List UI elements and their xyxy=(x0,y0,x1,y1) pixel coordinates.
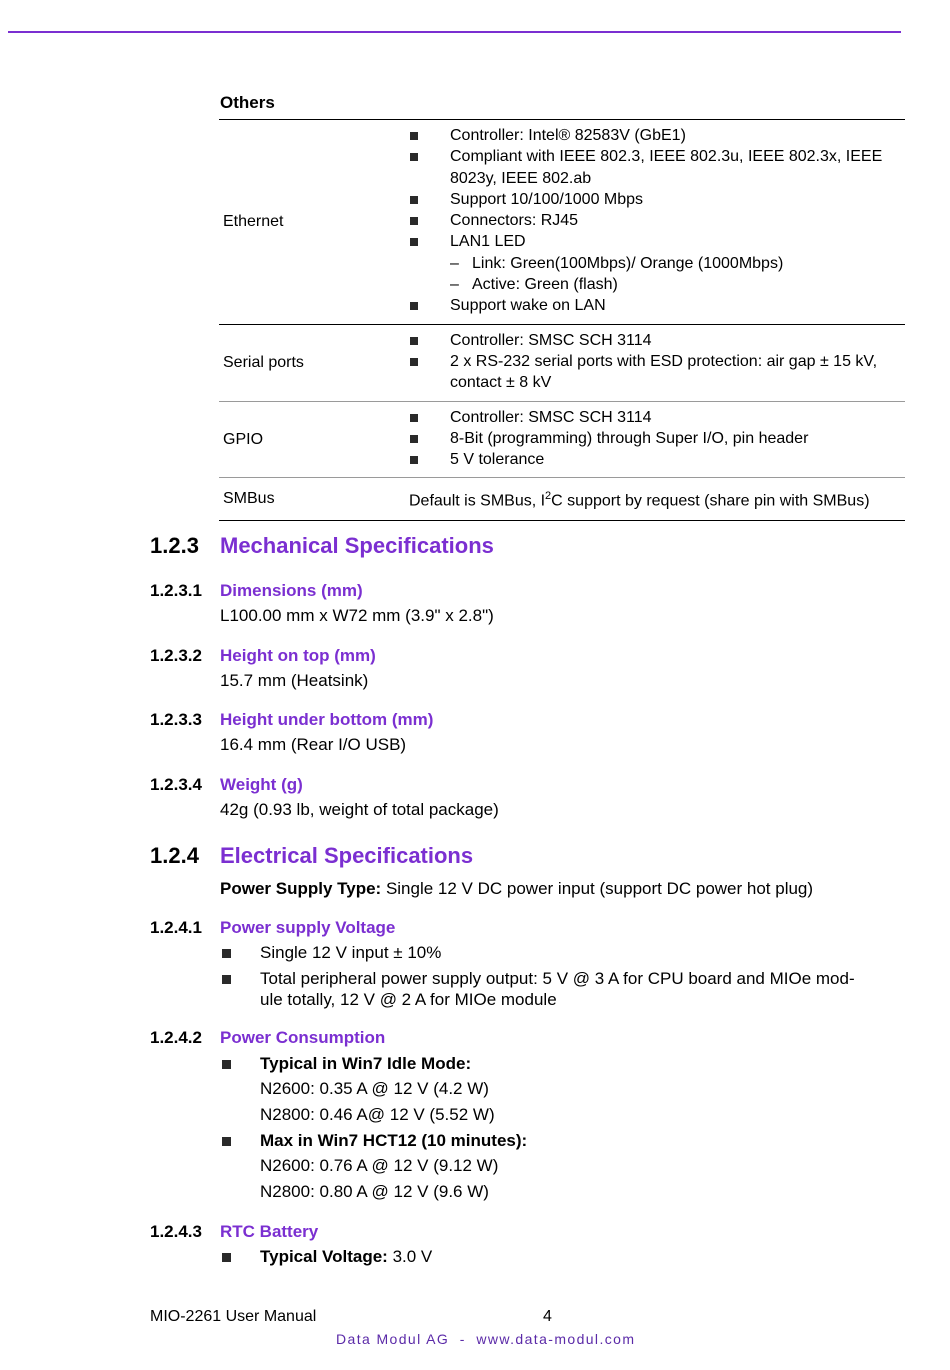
row-body xyxy=(409,402,905,478)
section-heading-electrical: 1.2.4 Electrical Specifications xyxy=(150,843,474,868)
row-label: Serial ports xyxy=(223,353,304,371)
square-bullet-icon xyxy=(222,949,231,958)
section-heading-mechanical: 1.2.3 Mechanical Specifications xyxy=(150,533,494,558)
sub-list-item: – Link: Green(100Mbps)/ Orange (1000Mbps) xyxy=(409,253,905,274)
square-bullet-icon xyxy=(410,132,418,140)
row-label: SMBus xyxy=(223,490,275,508)
dash-bullet-icon: – xyxy=(450,254,459,272)
square-bullet-icon xyxy=(222,1253,231,1262)
square-bullet-icon xyxy=(222,975,231,984)
square-bullet-icon xyxy=(410,358,418,366)
list-item: Typical in Win7 Idle Mode: N2600: 0.35 A @ 12 V (4.2 W) N2800: 0.46 A@ 12 V (5.52 W) xyxy=(220,1053,905,1125)
table-caption: Others xyxy=(220,93,275,112)
power-supply-type: Power Supply Type: Single 12 V DC power input (support DC power hot plug) xyxy=(220,879,814,898)
square-bullet-icon xyxy=(410,196,418,204)
table-row-ethernet xyxy=(219,120,905,325)
list-item: 8-Bit (programming) through Super I/O, pin header xyxy=(409,428,905,449)
subsection-heading-dimensions: 1.2.3.1 Dimensions (mm) xyxy=(150,581,363,600)
table-row-serial xyxy=(219,325,905,402)
height-bottom-text: 16.4 mm (Rear I/O USB) xyxy=(220,735,407,754)
subsection-heading-rtc: 1.2.4.3 RTC Battery xyxy=(150,1222,319,1241)
sub-list-item: – Active: Green (flash) xyxy=(409,274,905,295)
row-body xyxy=(409,120,905,324)
height-top-text: 15.7 mm (Heatsink) xyxy=(220,671,369,690)
list-item: Typical Voltage: 3.0 V xyxy=(220,1246,905,1267)
square-bullet-icon xyxy=(410,456,418,464)
square-bullet-icon xyxy=(222,1137,231,1146)
subsection-heading-weight: 1.2.3.4 Weight (g) xyxy=(150,775,303,794)
list-item: Connectors: RJ45 xyxy=(409,210,905,231)
dimensions-text: L100.00 mm x W72 mm (3.9" x 2.8") xyxy=(220,606,494,625)
list-item: Controller: SMSC SCH 3114 xyxy=(409,407,905,428)
square-bullet-icon xyxy=(410,217,418,225)
square-bullet-icon xyxy=(222,1060,231,1069)
page-number: 4 xyxy=(543,1308,552,1325)
others-table xyxy=(219,119,905,521)
row-label: GPIO xyxy=(223,430,264,448)
header-rule xyxy=(8,31,901,33)
table-row-gpio xyxy=(219,402,905,479)
subsection-heading-height-top: 1.2.3.2 Height on top (mm) xyxy=(150,646,376,665)
list-item: Controller: SMSC SCH 3114 xyxy=(409,330,905,351)
list-item: Support wake on LAN xyxy=(409,295,905,316)
list-item: 5 V tolerance xyxy=(409,449,905,470)
square-bullet-icon xyxy=(410,153,418,161)
consumption-list xyxy=(220,1053,905,1202)
weight-text: 42g (0.93 lb, weight of total package) xyxy=(220,800,499,819)
subsection-heading-consumption: 1.2.4.2 Power Consumption xyxy=(150,1028,386,1047)
subsection-heading-voltage: 1.2.4.1 Power supply Voltage xyxy=(150,918,396,937)
list-item: 2 x RS-232 serial ports with ESD protection: air gap ± 15 kV, contact ± 8 kV xyxy=(409,351,905,394)
footer-manual-title: MIO-2261 User Manual xyxy=(150,1308,317,1325)
square-bullet-icon xyxy=(410,238,418,246)
row-body: Default is SMBus, $I^2C$ support by request (share pin with SMBus) xyxy=(409,490,870,510)
list-item: Controller: Intel® 82583V (GbE1) xyxy=(409,125,905,146)
subsection-heading-height-bottom: 1.2.3.3 Height under bottom (mm) xyxy=(150,710,434,729)
square-bullet-icon xyxy=(410,337,418,345)
table-row-smbus xyxy=(219,478,905,520)
square-bullet-icon xyxy=(410,414,418,422)
list-item: LAN1 LED xyxy=(409,231,905,252)
footer-website[interactable]: Data Modul AG - www.data-modul.com xyxy=(336,1331,636,1347)
square-bullet-icon xyxy=(410,302,418,310)
list-item: Max in Win7 HCT12 (10 minutes): N2600: 0.76 A @ 12 V (9.12 W) N2800: 0.80 A @ 12 V (9.6 W) xyxy=(220,1130,905,1202)
list-item: Compliant with IEEE 802.3, IEEE 802.3u, IEEE 802.3x, IEEE 8023y, IEEE 802.ab xyxy=(409,146,905,189)
row-label: Ethernet xyxy=(223,212,284,230)
square-bullet-icon xyxy=(410,435,418,443)
row-body xyxy=(409,325,905,401)
dash-bullet-icon: – xyxy=(450,276,459,294)
list-item: Support 10/100/1000 Mbps xyxy=(409,189,905,210)
rtc-list xyxy=(220,1246,905,1267)
list-item: Single 12 V input ± 10% xyxy=(220,942,905,963)
voltage-list xyxy=(220,942,905,1010)
list-item: Total peripheral power supply output: 5 V @ 3 A for CPU board and MIOe mod- ule totally, 12 V @ 2 A for MIOe module xyxy=(220,968,905,1010)
